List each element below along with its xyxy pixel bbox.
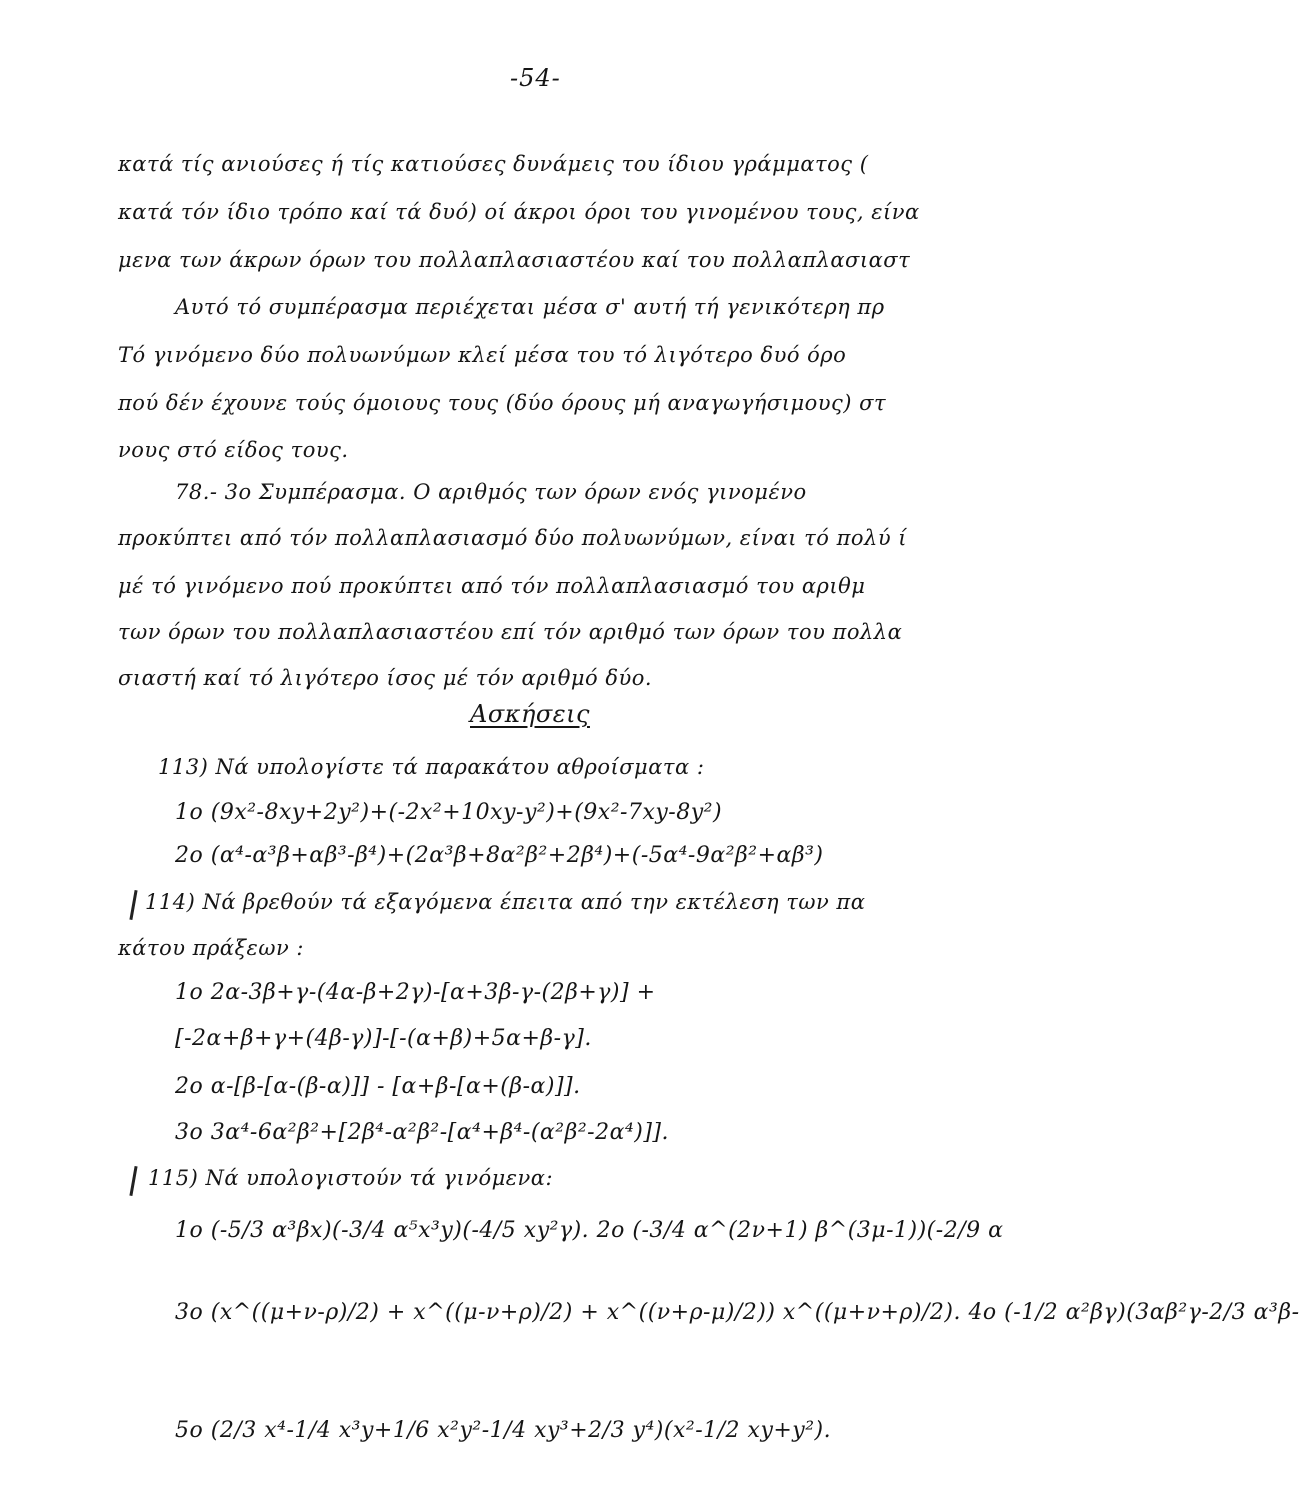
exercise-line: 2ο (α⁴-α³β+αβ³-β⁴)+(2α³β+8α²β²+2β⁴)+(-5α⁴-9α²β²+αβ³) — [175, 843, 824, 868]
exercise-line: 3ο 3α⁴-6α²β²+[2β⁴-α²β²-[α⁴+β⁴-(α²β²-2α⁴)]]. — [175, 1120, 669, 1145]
exercise-line: 115) Νά υπολογιστούν τά γινόμενα: — [148, 1166, 554, 1190]
text-line: των όρων του πολλαπλασιαστέου επί τόν αριθμό των όρων του πολλα — [118, 620, 903, 644]
exercise-line: 3ο (x^((μ+ν-ρ)/2) + x^((μ-ν+ρ)/2) + x^((ν+ρ-μ)/2)) x^((μ+ν+ρ)/2). 4ο (-1/2 α²βγ)(3αβ²γ-2/3 α³β- — [175, 1300, 1300, 1325]
exercise-line: 2ο α-[β-[α-(β-α)]] - [α+β-[α+(β-α)]]. — [175, 1074, 581, 1099]
exercise-line: κάτου πράξεων : — [118, 936, 304, 960]
text-line: μενα των άκρων όρων του πολλαπλασιαστέου καί του πολλαπλασιαστ — [118, 248, 911, 272]
text-line: Τό γινόμενο δύο πολυωνύμων κλεί μέσα του τό λιγότερο δυό όρο — [118, 343, 847, 367]
exercise-line: 114) Νά βρεθούν τά εξαγόμενα έπειτα από την εκτέλεση των πα — [145, 890, 866, 914]
text-line: προκύπτει από τόν πολλαπλασιασμό δύο πολυωνύμων, είναι τό πολύ ί — [118, 526, 908, 550]
text-line: κατά τόν ίδιο τρόπο καί τά δυό) οί άκροι όροι του γινομένου τους, είνα — [118, 200, 920, 224]
exercise-line: 1ο (-5/3 α³βx)(-3/4 α⁵x³y)(-4/5 xy²γ). 2ο (-3/4 α^(2ν+1) β^(3μ-1))(-2/9 α — [175, 1218, 1004, 1243]
exercise-line: 1ο 2α-3β+γ-(4α-β+2γ)-[α+3β-γ-(2β+γ)] + — [175, 980, 656, 1005]
text-line: σιαστή καί τό λιγότερο ίσος μέ τόν αριθμό δύο. — [118, 666, 653, 690]
margin-check-mark — [129, 890, 137, 920]
exercise-line: 5ο (2/3 x⁴-1/4 x³y+1/6 x²y²-1/4 xy³+2/3 y⁴)(x²-1/2 xy+y²). — [175, 1418, 832, 1443]
section-line: 78.- 3ο Συμπέρασμα. Ο αριθμός των όρων ενός γινομένο — [175, 480, 807, 504]
text-line: μέ τό γινόμενο πού προκύπτει από τόν πολλαπλασιασμό του αριθμ — [118, 574, 866, 598]
exercises-heading: Ασκήσεις — [470, 700, 590, 728]
text-line: κατά τίς ανιούσες ή τίς κατιούσες δυνάμεις του ίδιου γράμματος ( — [118, 152, 869, 176]
exercise-line: [-2α+β+γ+(4β-γ)]-[-(α+β)+5α+β-γ]. — [175, 1026, 592, 1051]
margin-check-mark — [129, 1166, 137, 1196]
page-number: -54- — [510, 64, 561, 92]
exercise-line: 1ο (9x²-8xy+2y²)+(-2x²+10xy-y²)+(9x²-7xy-8y²) — [175, 800, 723, 825]
text-line: Αυτό τό συμπέρασμα περιέχεται μέσα σ' αυτή τή γενικότερη πρ — [175, 295, 885, 319]
text-line: πού δέν έχουνε τούς όμοιους τους (δύο όρους μή αναγωγήσιμους) στ — [118, 391, 887, 415]
text-line: νους στό είδος τους. — [118, 438, 349, 462]
exercise-line: 113) Νά υπολογίστε τά παρακάτου αθροίσματα : — [158, 755, 705, 779]
